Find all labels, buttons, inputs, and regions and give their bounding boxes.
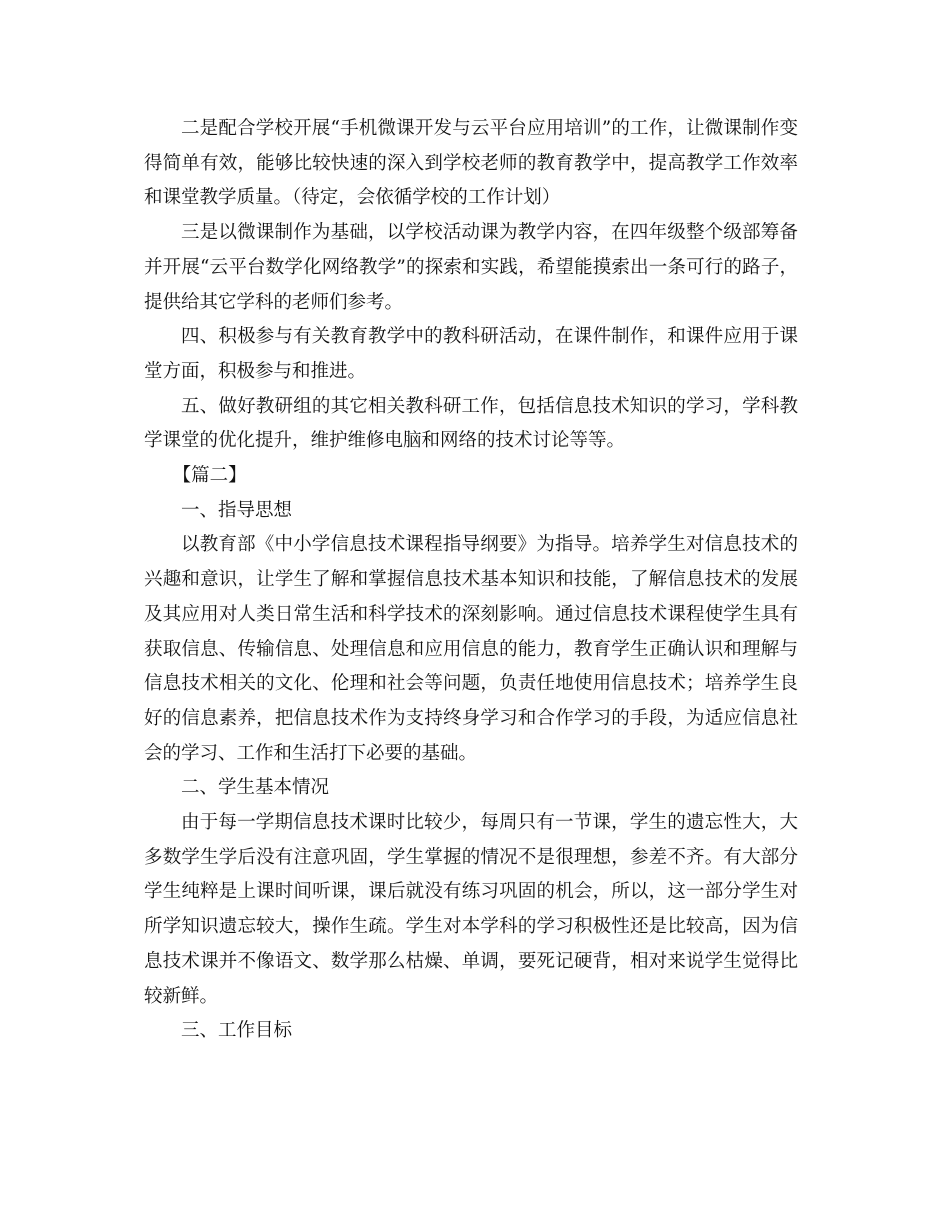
heading-student-situation: 二、学生基本情况 <box>181 777 330 799</box>
section-tag-part-two: 【篇二】 <box>172 465 247 487</box>
paragraph-student-situation: 由于每一学期信息技术课时比较少，每周只有一节课，学生的遗忘性大，大多数学生学后没有注意巩固，学生掌握的情况不是很理想，参差不齐。有大部分学生纯粹是上课时间听课，课后就没有练习巩固的机会，所以，这一部分学生对所学知识遗忘较大，操作生疏。学生对本学科的学习积极性还是比较高，因为信息技术课并不像语文、数学那么枯燥、单调，要死记硬背，相对来说学生觉得比较新鲜。 <box>144 812 798 1007</box>
heading-guiding-ideology: 一、指导思想 <box>181 499 293 521</box>
paragraph-research-group-work: 五、做好教研组的其它相关教科研工作，包括信息技术知识的学习，学科教学课堂的优化提升，维护维修电脑和网络的技术讨论等等。 <box>144 395 798 452</box>
document-page <box>144 112 798 1049</box>
paragraph-teaching-research: 四、积极参与有关教育教学中的教科研活动，在课件制作，和课件应用于课堂方面，积极参与和推进。 <box>144 326 798 382</box>
heading-work-goals: 三、工作目标 <box>181 1020 293 1042</box>
paragraph-micro-course-training: 二是配合学校开展“手机微课开发与云平台应用培训”的工作，让微课制作变得简单有效，能够比较快速的深入到学校老师的教育教学中，提高教学工作效率和课堂教学质量。（待定，会依循学校的工作计划） <box>144 118 798 209</box>
paragraph-guiding-ideology: 以教育部《中小学信息技术课程指导纲要》为指导。培养学生对信息技术的兴趣和意识，让学生了解和掌握信息技术基本知识和技能，了解信息技术的发展及其应用对人类日常生活和科学技术的深刻影响。通过信息技术课程使学生具有获取信息、传输信息、处理信息和应用信息的能力，教育学生正确认识和理解与信息技术相关的文化、伦理和社会等问题，负责任地使用信息技术；培养学生良好的信息素养，把信息技术作为支持终身学习和合作学习的手段，为适应信息社会的学习、工作和生活打下必要的基础。 <box>144 534 798 764</box>
paragraph-cloud-platform-teaching: 三是以微课制作为基础，以学校活动课为教学内容，在四年级整个级部筹备并开展“云平台数学化网络教学”的探索和实践，希望能摸索出一条可行的路子，提供给其它学科的老师们参考。 <box>144 222 798 313</box>
